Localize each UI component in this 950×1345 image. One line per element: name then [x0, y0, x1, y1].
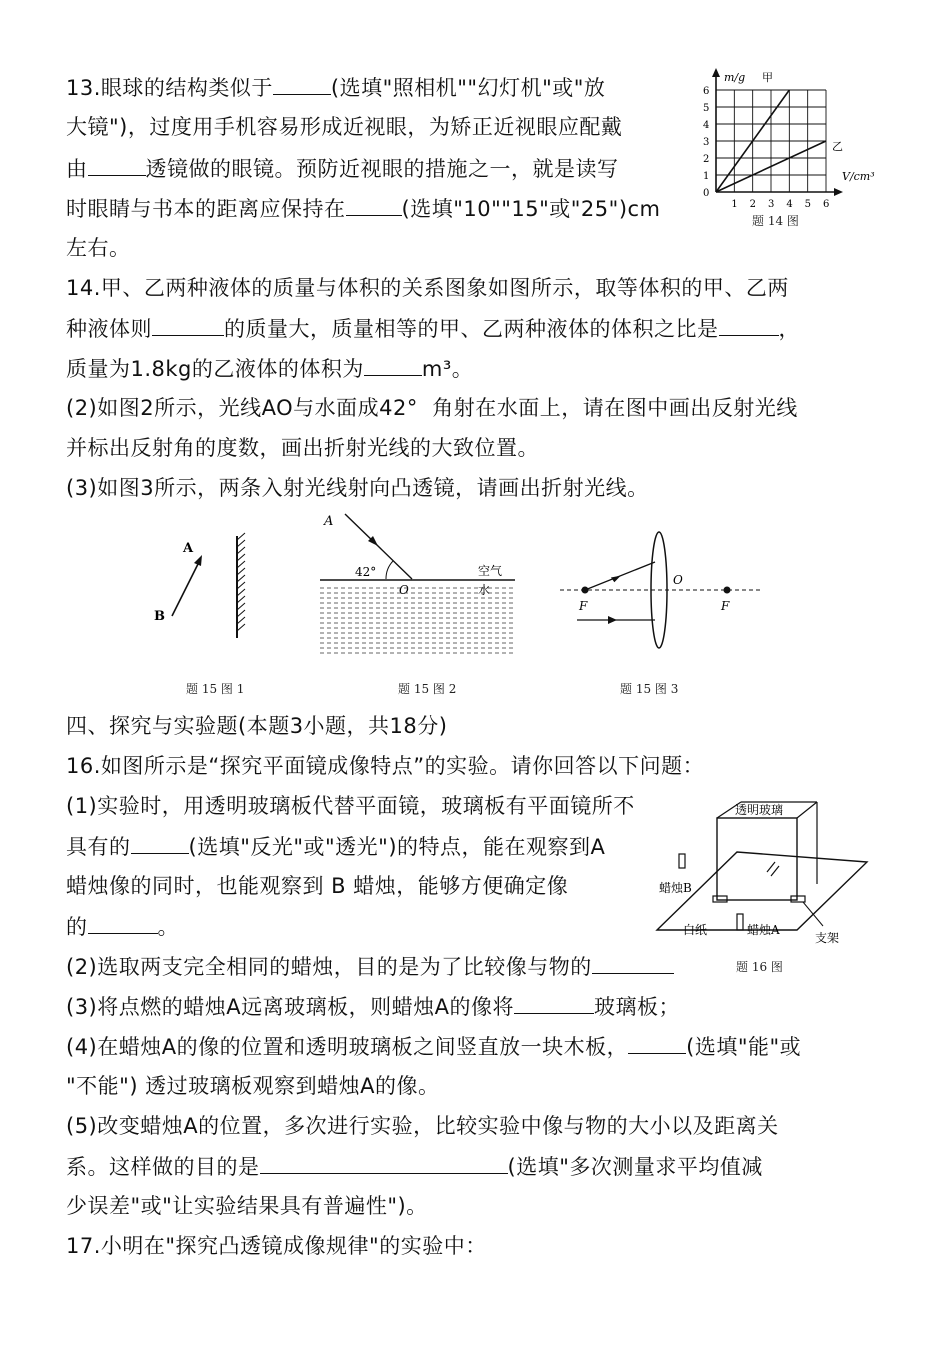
answer-blank[interactable]	[88, 911, 158, 934]
y-tick-label: 4	[703, 120, 710, 131]
q13-line5: 左右。	[66, 236, 131, 260]
x-axis-arrow	[834, 188, 843, 196]
label-f-left: F	[579, 599, 588, 613]
y-tick-labels	[703, 86, 709, 199]
glass-label: 透明玻璃	[735, 803, 784, 817]
q15-line2: 并标出反射角的度数，画出折射光线的大致位置。	[66, 436, 539, 460]
angle-arc	[386, 561, 393, 579]
answer-blank[interactable]	[514, 991, 594, 1014]
q16-text: 具有的	[66, 835, 131, 859]
q16-text: (选填"能"或	[686, 1035, 802, 1059]
x-tick-label: 1	[731, 199, 738, 210]
q16-p1-line1: (1)实验时，用透明玻璃板代替平面镜，玻璃板有平面镜所不	[66, 794, 635, 818]
q16-text: (3)将点燃的蜡烛A远离玻璃板，则蜡烛A的像将	[66, 995, 514, 1019]
section-4-title: 四、探究与实验题(本题3小题，共18分)	[66, 714, 448, 738]
water-label: 水	[478, 583, 491, 597]
focal-point-right	[724, 587, 731, 594]
stand-label: 支架	[815, 931, 840, 945]
q13-text: 透镜做的眼镜。预防近视眼的措施之一，就是读写	[145, 157, 619, 181]
q13-line4	[66, 193, 661, 224]
answer-blank[interactable]	[364, 353, 422, 376]
hatch-mark	[237, 568, 245, 575]
q14-text: 质量为1.8kg的乙液体的体积为	[66, 357, 364, 381]
q13-text: 13.眼球的结构类似于	[66, 76, 273, 100]
y-tick-label: 0	[703, 188, 710, 199]
figure-15-1-mirror	[145, 528, 255, 648]
q16-text: 系。这样做的目的是	[66, 1155, 260, 1179]
stand-pointer	[803, 902, 823, 926]
q16-p1-line2	[66, 831, 605, 862]
q16-text: (选填"反光"或"透光")的特点，能在观察到A	[188, 835, 606, 859]
figure-15-3-caption: 题 15 图 3	[620, 682, 679, 696]
hatch-mark	[237, 547, 245, 554]
q16-p5-line3: 少误差"或"让实验结果具有普遍性")。	[66, 1194, 428, 1218]
q16-p5-line1: (5)改变蜡烛A的位置，多次进行实验，比较实验中像与物的大小以及距离关	[66, 1114, 779, 1138]
hatch-mark	[237, 582, 245, 589]
y-axis-arrow	[712, 68, 720, 77]
graph-grid	[716, 90, 826, 192]
x-tick-label: 5	[804, 199, 812, 210]
label-o: O	[399, 583, 409, 597]
q16-p1-line4	[66, 911, 179, 942]
q13-line3	[66, 153, 619, 184]
y-tick-label: 2	[703, 154, 710, 165]
q16-text: 的	[66, 915, 88, 939]
q14-line1: 14.甲、乙两种液体的质量与体积的关系图象如图所示，取等体积的甲、乙两	[66, 276, 789, 300]
y-tick-label: 1	[703, 171, 710, 182]
q17-line1: 17.小明在"探究凸透镜成像规律"的实验中：	[66, 1234, 487, 1258]
x-tick-label: 6	[823, 199, 830, 210]
angle-label: 42°	[355, 565, 377, 579]
x-tick-label: 2	[749, 199, 757, 210]
stand-right	[791, 896, 805, 902]
q15-line3: (3)如图3所示，两条入射光线射向凸透镜，请画出折射光线。	[66, 476, 649, 500]
label-a: A	[183, 541, 194, 556]
y-axis-label: m/g	[724, 71, 746, 84]
q14-text: 的质量大，质量相等的甲、乙两种液体的体积之比是	[224, 317, 719, 341]
ray-arrow	[194, 555, 202, 566]
q16-p1-line3: 蜡烛像的同时，也能观察到 B 蜡烛，能够方便确定像	[66, 874, 569, 898]
answer-blank[interactable]	[88, 153, 146, 176]
q13-text: 时眼睛与书本的距离应保持在	[66, 197, 346, 221]
answer-blank[interactable]	[152, 313, 224, 336]
hatch-mark	[237, 554, 245, 561]
paper-label: 白纸	[683, 923, 708, 937]
candle-a-label: 蜡烛A	[747, 923, 780, 937]
q16-intro: 16.如图所示是“探究平面镜成像特点”的实验。请你回答以下问题：	[66, 754, 705, 778]
x-tick-label: 4	[786, 199, 793, 210]
glass-glint	[767, 862, 775, 872]
q16-text: (选填"多次测量求平均值减	[507, 1155, 763, 1179]
glass-edge	[797, 802, 817, 818]
answer-blank[interactable]	[719, 313, 779, 336]
label-f-right: F	[721, 599, 730, 613]
q14-text: m³。	[421, 357, 474, 381]
candle-b-label: 蜡烛B	[659, 881, 692, 895]
q16-text: (4)在蜡烛A的像的位置和透明玻璃板之间竖直放一块木板，	[66, 1035, 629, 1059]
q13-line2: 大镜")，过度用手机容易形成近视眼，为矫正近视眼应配戴	[66, 115, 623, 139]
ray-arrow	[608, 616, 617, 624]
x-tick-label: 3	[768, 199, 775, 210]
hatch-mark	[237, 540, 245, 547]
q16-text: 。	[157, 915, 179, 939]
glass-glint	[771, 866, 779, 876]
q13-text: (选填"10""15"或"25")cm	[401, 197, 661, 221]
hatch-mark	[237, 533, 245, 540]
candle-b	[679, 854, 685, 868]
hatch-mark	[237, 603, 245, 610]
air-label: 空气	[478, 564, 503, 578]
answer-blank[interactable]	[628, 1031, 686, 1054]
answer-blank[interactable]	[346, 193, 402, 216]
q14-line2	[66, 313, 800, 344]
hatch-mark	[237, 589, 245, 596]
candle-a	[737, 914, 743, 930]
answer-blank[interactable]	[592, 951, 674, 974]
hatch-mark	[237, 624, 245, 631]
q15-line1: (2)如图2所示，光线AO与水面成42° 角射在水面上，请在图中画出反射光线	[66, 396, 798, 420]
y-tick-label: 3	[703, 137, 710, 148]
q16-p5-line2	[66, 1151, 763, 1182]
q14-text: 种液体则	[66, 317, 152, 341]
q16-p4-line1	[66, 1031, 801, 1062]
label-o: O	[673, 573, 683, 587]
answer-blank[interactable]	[131, 831, 189, 854]
q16-p3	[66, 991, 680, 1022]
y-tick-label: 5	[703, 103, 710, 114]
answer-blank[interactable]	[260, 1151, 508, 1174]
figure-16-experiment	[645, 790, 880, 948]
q16-p2	[66, 951, 674, 982]
hatch-mark	[237, 575, 245, 582]
water-dashes	[320, 588, 515, 653]
answer-blank[interactable]	[273, 72, 331, 95]
q16-p4-line2: "不能") 透过玻璃板观察到蜡烛A的像。	[66, 1074, 440, 1098]
q14-line3	[66, 353, 473, 384]
mirror-hatching	[237, 533, 245, 631]
figure-15-1-caption: 题 15 图 1	[186, 682, 245, 696]
hatch-mark	[237, 596, 245, 603]
q13-line1	[66, 72, 605, 103]
series-a-label: 甲	[762, 71, 773, 84]
figure-14-caption: 题 14 图	[752, 214, 799, 228]
y-tick-label: 6	[703, 86, 710, 97]
figure-15-2-water	[310, 508, 520, 658]
figure-15-2-caption: 题 15 图 2	[398, 682, 457, 696]
label-b: B	[154, 609, 165, 624]
hatch-mark	[237, 610, 245, 617]
q16-text: (2)选取两支完全相同的蜡烛，目的是为了比较像与物的	[66, 955, 592, 979]
stand-left	[713, 896, 727, 902]
q13-text: 由	[66, 157, 88, 181]
figure-16-caption: 题 16 图	[736, 960, 783, 974]
ray-arrow	[611, 576, 621, 583]
x-tick-labels	[731, 199, 829, 210]
series-b-label: 乙	[832, 140, 843, 153]
label-a: A	[324, 514, 334, 529]
hatch-mark	[237, 617, 245, 624]
q13-text: (选填"照相机""幻灯机"或"放	[330, 76, 606, 100]
q16-text: 玻璃板；	[593, 995, 680, 1019]
figure-14-graph	[696, 64, 886, 234]
hatch-mark	[237, 561, 245, 568]
incident-ray-ab	[172, 560, 200, 616]
q14-text: ，	[778, 317, 800, 341]
x-axis-label: V/cm³	[842, 170, 875, 183]
figure-15-3-lens	[555, 528, 765, 658]
